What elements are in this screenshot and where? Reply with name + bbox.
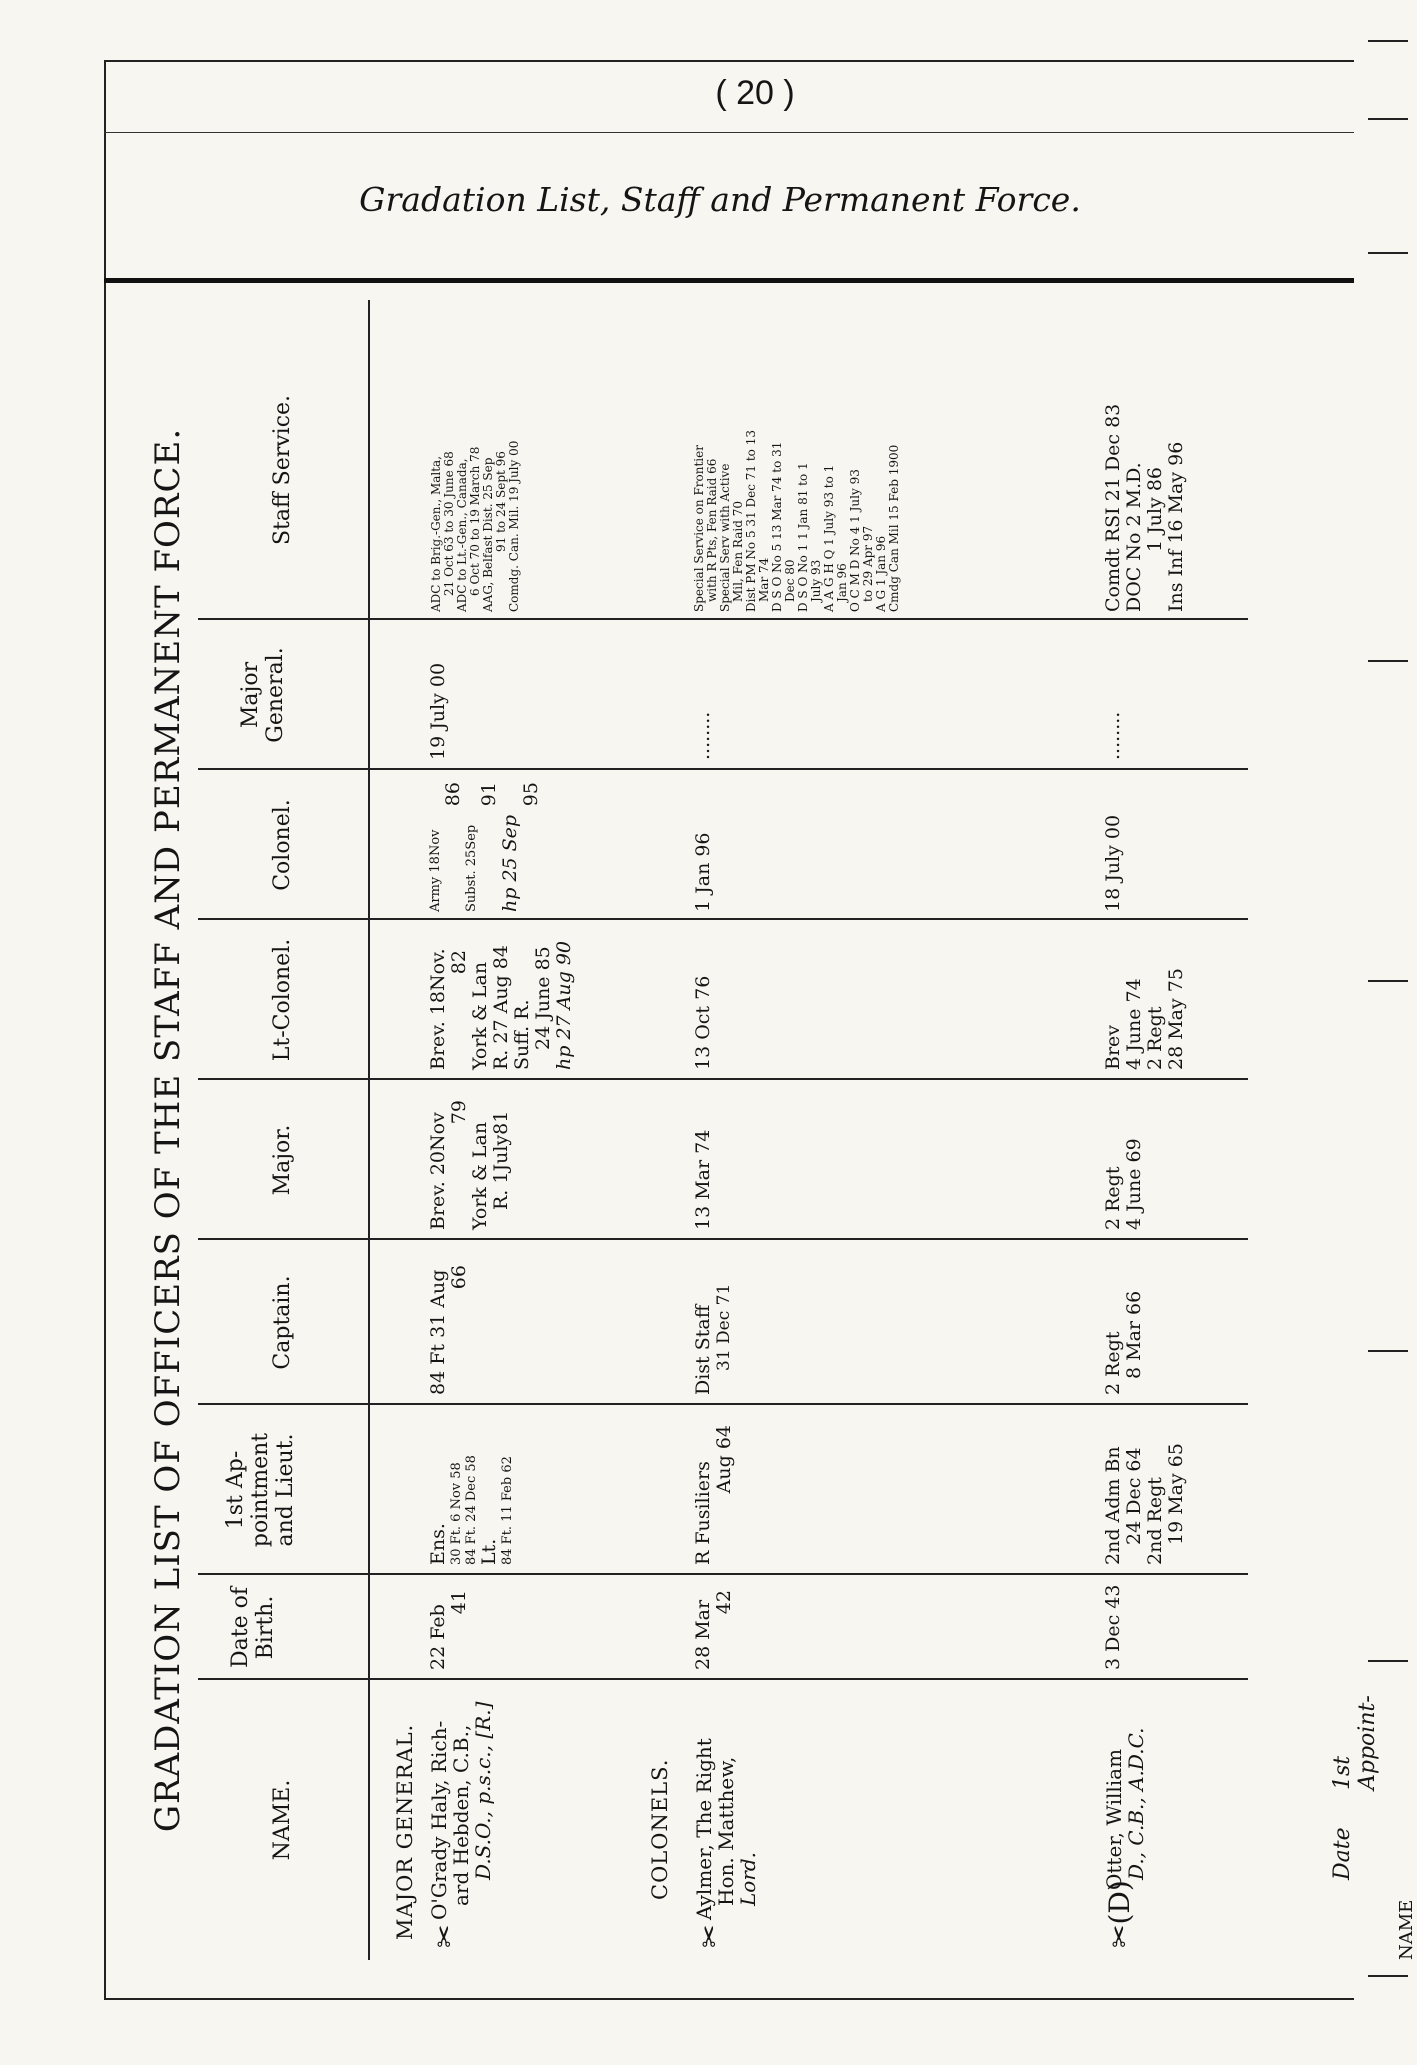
edge-tab (1368, 118, 1408, 120)
frame-left-rule (104, 60, 106, 2000)
row-first-appt (1103, 1443, 1187, 1565)
edge-tab (1368, 252, 1408, 254)
header-first-appt-line: and Lieut. (273, 1433, 298, 1547)
name-line: O'Grady Haly, Rich- (427, 1720, 451, 1920)
colonel-line: Subst. 25Sep (464, 824, 479, 912)
staff-line: ADC to Brig.-Gen., Malta, (429, 455, 443, 612)
ltcol-line: Brev (1102, 1024, 1124, 1070)
staff-line: Special Serv with Active (718, 463, 732, 612)
row-name (428, 1702, 494, 1920)
edge-tab (1368, 1975, 1408, 1977)
captain-line: 8 Mar 66 (1123, 1290, 1145, 1379)
colonel-line: Army 18Nov (428, 829, 443, 912)
header-major: Major. (270, 1124, 295, 1196)
staff-line: 6 Oct 70 to 19 March 78 (468, 446, 482, 596)
staff-line: A G 1 Jan 96 (874, 535, 888, 612)
column-divider (198, 1573, 1248, 1575)
edge-fragment-appoint: 1st Appoint- (1330, 1695, 1380, 1790)
ltcol-line: Suff. R. (511, 999, 533, 1070)
edge-tab (1368, 660, 1408, 662)
row-birth: 3 Dec 43 (1102, 1584, 1124, 1670)
captain-line: 84 Ft 31 Aug (427, 1269, 449, 1395)
staff-line: Comdg. Can. Mil. 19 July 00 (507, 440, 521, 612)
staff-line: July 93 (809, 559, 823, 602)
row-captain (693, 1284, 735, 1395)
header-captain: Captain. (270, 1275, 295, 1370)
major-line: Brev. 20Nov (427, 1112, 449, 1230)
page-number: ( 20 ) (715, 74, 795, 112)
first-appt-line: Ens. (427, 1523, 449, 1565)
section-major-general: MAJOR GENERAL. (393, 1723, 417, 1940)
header-first-appt (198, 1405, 393, 1575)
row-major (1103, 1138, 1145, 1230)
header-birth-line: Birth. (253, 1595, 278, 1660)
staff-line: Special Service on Frontier (692, 445, 706, 612)
staff-line: Jan 96 (835, 563, 849, 602)
row-colonel (428, 782, 542, 912)
staff-line: to 29 Apr 97 (861, 525, 875, 602)
row-major (428, 1100, 512, 1230)
frame-top-rule (104, 60, 1354, 62)
name-line: ard Hebden, C.B., (449, 1724, 473, 1906)
column-divider (198, 1678, 1248, 1680)
row-birth (693, 1590, 735, 1670)
ltcol-line: hp 27 Aug 90 (553, 941, 575, 1070)
colonel-line: hp 25 Sep (499, 814, 521, 912)
row-first-appt (693, 1425, 735, 1565)
row-marker: ✂(D) (1103, 1880, 1136, 1948)
major-line: York & Lan (469, 1121, 491, 1230)
first-appt-line: 19 May 65 (1165, 1443, 1187, 1545)
staff-line: Comdt RSI 21 Dec 83 (1102, 403, 1124, 612)
staff-line: 21 Oct 63 to 30 June 68 (442, 451, 456, 596)
first-appt-line: 2nd Adm Bn (1102, 1446, 1124, 1565)
name-line: D., C.B., A.D.C. (1124, 1727, 1148, 1880)
staff-line: D S O No 5 13 Mar 74 to 31 (770, 441, 784, 612)
row-name (693, 1738, 759, 1920)
ltcol-line: Brev. 18Nov. (427, 948, 449, 1070)
header-birth-line: Date of (228, 1587, 253, 1668)
row-colonel: 18 July 00 (1102, 814, 1124, 912)
ltcol-line: 28 May 75 (1165, 968, 1187, 1070)
header-majgen-line: General. (263, 647, 288, 743)
column-divider (198, 918, 1248, 920)
birth-line: 22 Feb (427, 1604, 449, 1670)
ltcol-line: 82 (448, 950, 470, 975)
table-top-divider (104, 278, 1354, 283)
birth-line: 42 (713, 1590, 735, 1615)
sheet-title: Gradation List, Staff and Permanent Force. (359, 180, 1081, 219)
ltcol-line: 2 Regt (1144, 1006, 1166, 1070)
row-colonel: 1 Jan 96 (692, 832, 714, 912)
column-divider (198, 1238, 1248, 1240)
rotated-table (138, 300, 1338, 1960)
staff-line: Mil, Fen Raid 70 (731, 501, 745, 602)
header-first-appt-line: pointment (248, 1432, 273, 1548)
row-captain (428, 1265, 470, 1395)
row-marker: ✂ (428, 1924, 461, 1948)
first-appt-line: 84 Ft. 11 Feb 62 (500, 1456, 515, 1565)
row-ltcol: 13 Oct 76 (692, 975, 714, 1070)
first-appt-line: 2nd Regt (1144, 1477, 1166, 1565)
row-majgen: ........ (692, 711, 714, 760)
header-first-appt-line: 1st Ap- (223, 1450, 248, 1530)
row-marker: ✂ (693, 1924, 726, 1948)
name-line: D.S.O., p.s.c., [R.] (471, 1701, 495, 1880)
major-line: 2 Regt (1102, 1166, 1124, 1230)
staff-line: 1 July 86 (1144, 466, 1166, 552)
header-majgen (198, 620, 408, 770)
staff-line: Dist PM No 5 31 Dec 71 to 13 (744, 430, 758, 612)
name-line: Lord. (736, 1851, 760, 1906)
ltcol-line: R. 27 Aug 84 (490, 945, 512, 1070)
captain-line: 2 Regt (1102, 1331, 1124, 1395)
staff-line: A A G H Q 1 July 93 to 1 (822, 464, 836, 612)
row-captain (1103, 1291, 1145, 1395)
staff-line: O C M D No 4 1 July 93 (848, 469, 862, 612)
major-line: R. 1July81 (490, 1110, 512, 1210)
staff-line: Dec 80 (783, 559, 797, 602)
row-staff (1103, 404, 1187, 612)
staff-line: ADC to Lt.-Gen., Canada, (455, 458, 469, 612)
birth-line: 41 (448, 1590, 470, 1615)
first-appt-line: Lt. (478, 1538, 500, 1565)
captain-line: 31 Dec 71 (714, 1283, 734, 1371)
first-appt-line: 84 Ft. 24 Dec 58 (464, 1455, 479, 1565)
row-name (1103, 1727, 1147, 1890)
row-birth (428, 1590, 470, 1670)
row-majgen: 19 July 00 (427, 662, 449, 760)
edge-tab (1368, 1350, 1408, 1352)
first-appt-line: Aug 64 (713, 1425, 735, 1494)
row-majgen: ........ (1102, 711, 1124, 760)
birth-line: 28 Mar (692, 1599, 714, 1670)
edge-fragment-name: NAME (1396, 1899, 1417, 1960)
header-divider (104, 132, 1354, 133)
section-colonels: COLONELS. (648, 1758, 672, 1900)
edge-tab (1368, 40, 1408, 42)
major-line: 79 (448, 1100, 470, 1125)
edge-tab (1368, 1660, 1408, 1662)
header-ltcol: Lt-Colonel. (270, 938, 295, 1062)
staff-line: D S O No 1 1 Jan 81 to 1 (796, 462, 810, 612)
column-divider (198, 768, 1248, 770)
first-appt-line: R Fusiliers (692, 1461, 714, 1565)
row-first-appt (428, 1455, 515, 1565)
edge-tab (1368, 980, 1408, 982)
frame-bottom-rule (104, 1998, 1354, 2000)
staff-line: Cmdg Can Mil 15 Feb 1900 (887, 444, 901, 612)
row-major: 13 Mar 74 (692, 1129, 714, 1230)
colonel-line: 91 (478, 782, 500, 807)
ltcol-line: York & Lan (469, 961, 491, 1070)
column-divider (198, 1078, 1248, 1080)
staff-line: AAG, Belfast Dist. 25 Sep (481, 457, 495, 612)
name-line: Otter, William (1102, 1748, 1126, 1890)
column-divider (198, 618, 1248, 620)
header-name: NAME. (270, 1779, 295, 1861)
column-divider (198, 1403, 1248, 1405)
staff-line: with R Pts, Fen Raid 66 (705, 458, 719, 602)
major-line: 4 June 69 (1123, 1138, 1145, 1230)
row-staff (430, 441, 521, 612)
header-staff: Staff Service. (270, 394, 295, 546)
first-appt-line: 30 Ft. 6 Nov 58 (449, 1462, 464, 1565)
first-appt-line: 24 Dec 64 (1123, 1447, 1145, 1545)
staff-line: Mar 74 (757, 557, 771, 602)
colonel-line: 95 (520, 782, 542, 807)
header-majgen-line: Major (238, 661, 263, 729)
header-colonel: Colonel. (270, 799, 295, 891)
name-line: Aylmer, The Right (692, 1738, 716, 1920)
colonel-line: 86 (442, 782, 464, 807)
header-underline (368, 300, 370, 1960)
staff-line: Ins Inf 16 May 96 (1165, 441, 1187, 612)
table-title: GRADATION LIST OF OFFICERS OF THE STAFF AND PERMANENT FORCE. (148, 427, 188, 1833)
row-staff (693, 430, 901, 612)
edge-fragment-date: Date (1330, 1827, 1355, 1880)
staff-line: DOC No 2 M.D. (1123, 462, 1145, 612)
captain-line: Dist Staff (692, 1304, 714, 1395)
row-ltcol (428, 941, 575, 1070)
captain-line: 66 (448, 1265, 470, 1290)
name-line: Hon. Matthew, (714, 1756, 738, 1906)
staff-line: 91 to 24 Sept 96 (494, 451, 508, 552)
ltcol-line: 24 June 85 (532, 946, 554, 1050)
row-ltcol (1103, 968, 1187, 1070)
ltcol-line: 4 June 74 (1123, 978, 1145, 1070)
